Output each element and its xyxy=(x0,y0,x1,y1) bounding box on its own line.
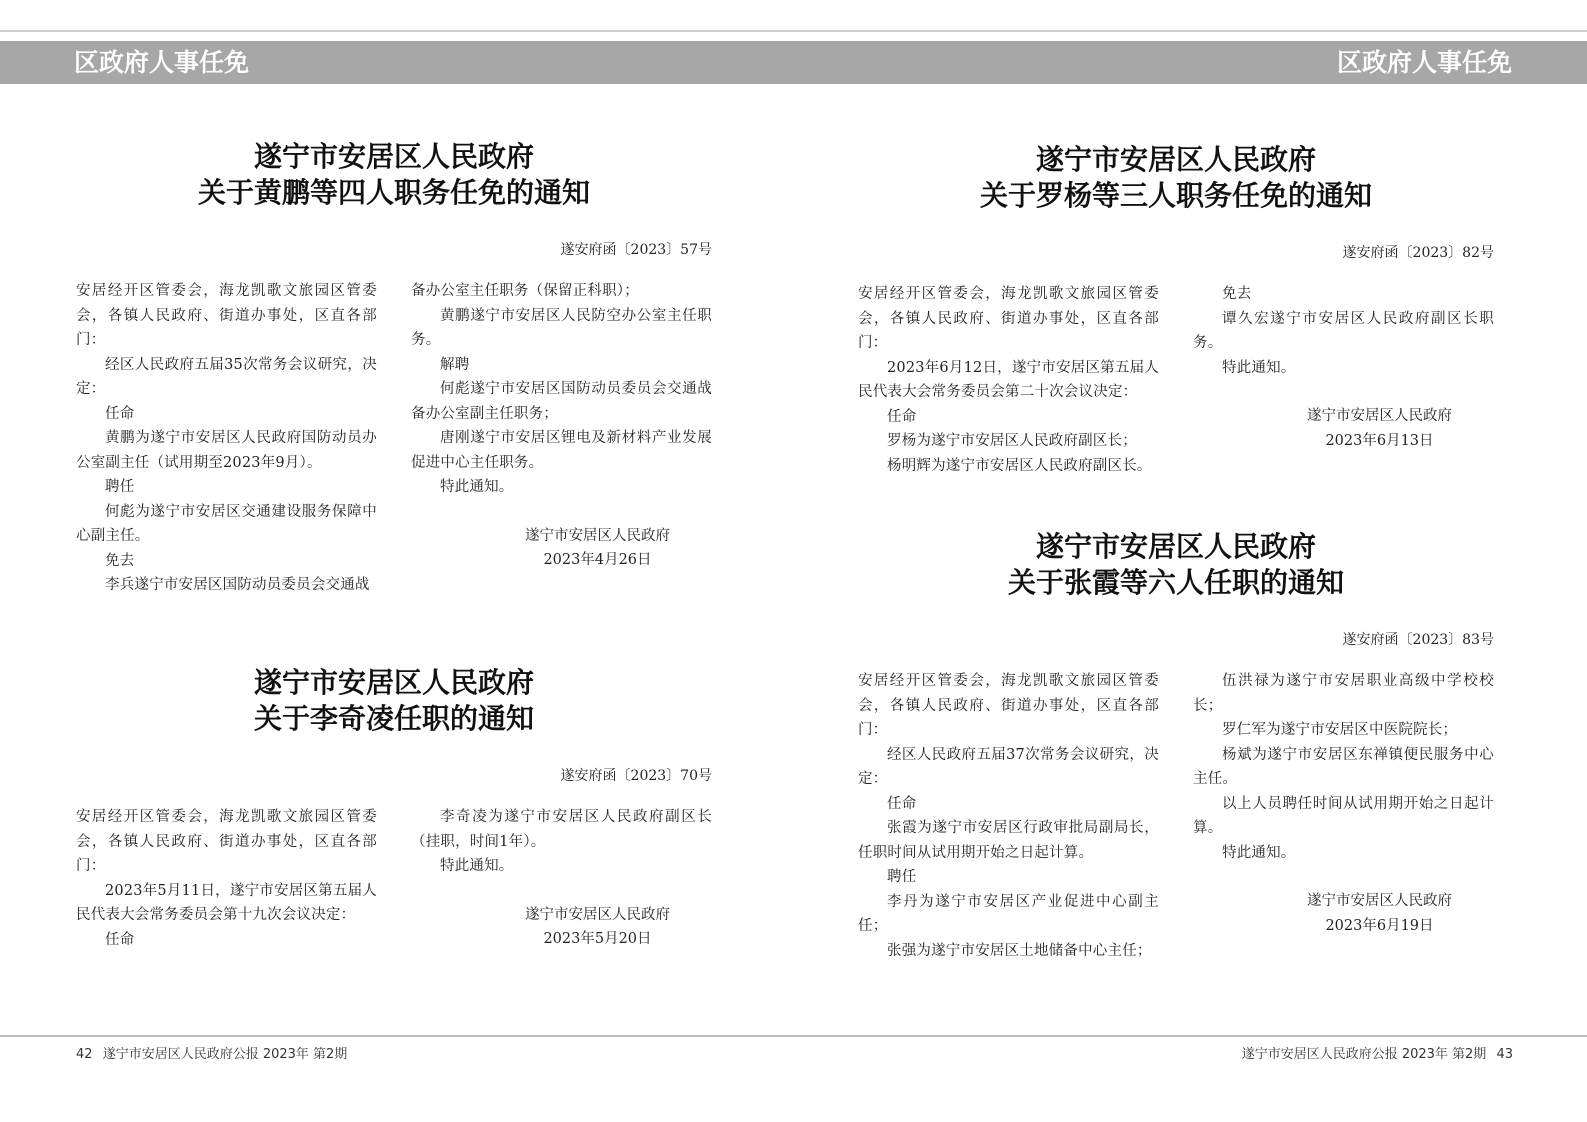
document-number: 遂安府函〔2023〕57号 xyxy=(560,242,712,258)
body-paragraph: 以上人员聘任时间从试用期开始之日起计算。 xyxy=(1193,795,1494,836)
body-paragraph: 黄鹏遂宁市安居区人民防空办公室主任职务。 xyxy=(411,307,712,348)
footer-right xyxy=(1236,1043,1513,1062)
notice-title-line1: 遂宁市安居区人民政府 xyxy=(253,666,534,699)
body-left-column xyxy=(858,669,1159,963)
notice-body xyxy=(858,282,1494,478)
document-number: 遂安府函〔2023〕70号 xyxy=(560,768,712,784)
body-paragraph: 免去 xyxy=(1222,286,1252,302)
addressee: 安居经开区管委会，海龙凯歌文旅园区管委会，各镇人民政府、街道办事处，区直各部门： xyxy=(76,283,377,348)
notice-title-line2: 关于黄鹏等四人职务任免的通知 xyxy=(197,176,590,209)
body-paragraph: 解聘 xyxy=(440,356,470,373)
notice-huangpeng xyxy=(76,139,712,598)
footer-publication-right: 遂宁市安居区人民政府公报 2023年 第2期 xyxy=(1241,1047,1487,1062)
signature-date: 2023年4月26日 xyxy=(543,552,652,568)
body-paragraph: 特此通知。 xyxy=(1222,359,1296,376)
signature-date: 2023年6月19日 xyxy=(1325,917,1434,934)
signature-block xyxy=(483,903,712,952)
notice-body xyxy=(76,279,712,598)
signature-org: 遂宁市安居区人民政府 xyxy=(525,527,670,544)
body-paragraph: 任命 xyxy=(105,931,135,948)
notice-title-line2: 关于罗杨等三人职务任免的通知 xyxy=(979,179,1372,212)
addressee: 安居经开区管委会，海龙凯歌文旅园区管委会，各镇人民政府、街道办事处，区直各部门： xyxy=(76,809,377,874)
body-paragraph: 李兵遂宁市安居区国防动员委员会交通战 xyxy=(105,577,370,593)
signature-date: 2023年5月20日 xyxy=(543,931,652,947)
signature-org: 遂宁市安居区人民政府 xyxy=(1307,893,1452,909)
footer-left xyxy=(76,1043,353,1062)
body-paragraph: 2023年6月12日，遂宁市安居区第五届人民代表大会常务委员会第二十次会议决定： xyxy=(858,359,1159,400)
addressee: 安居经开区管委会，海龙凯歌文旅园区管委会，各镇人民政府、街道办事处，区直各部门： xyxy=(858,286,1159,351)
notice-body xyxy=(858,669,1494,963)
addressee: 安居经开区管委会，海龙凯歌文旅园区管委会，各镇人民政府、街道办事处，区直各部门： xyxy=(858,673,1159,738)
body-paragraph: 黄鹏为遂宁市安居区人民政府国防动员办公室副主任（试用期至2023年9月）。 xyxy=(76,430,377,471)
body-left-column xyxy=(76,279,377,598)
body-right-column xyxy=(411,279,712,598)
body-paragraph: 任命 xyxy=(887,795,917,812)
body-paragraph: 罗杨为遂宁市安居区人民政府副区长； xyxy=(887,433,1137,449)
signature-org: 遂宁市安居区人民政府 xyxy=(1307,408,1452,424)
body-paragraph: 张霞为遂宁市安居区行政审批局副局长，任职时间从试用期开始之日起计算。 xyxy=(858,820,1159,861)
body-paragraph: 免去 xyxy=(105,552,135,569)
body-paragraph: 杨明辉为遂宁市安居区人民政府副区长。 xyxy=(887,457,1152,474)
notice-zhangxia xyxy=(858,529,1494,963)
body-left-column xyxy=(76,805,377,952)
notice-body xyxy=(76,805,712,952)
body-paragraph: 何彪遂宁市安居区国防动员委员会交通战备办公室副主任职务； xyxy=(411,381,712,422)
body-left-column xyxy=(858,282,1159,478)
body-paragraph: 任命 xyxy=(887,408,917,425)
body-paragraph: 特此通知。 xyxy=(440,858,514,874)
document-number: 遂安府函〔2023〕82号 xyxy=(1342,245,1494,261)
notice-title-line2: 关于李奇凌任职的通知 xyxy=(253,702,534,735)
body-paragraph: 特此通知。 xyxy=(440,479,514,495)
notice-title-line1: 遂宁市安居区人民政府 xyxy=(253,140,534,173)
body-paragraph: 张强为遂宁市安居区土地储备中心主任； xyxy=(887,942,1152,959)
notice-title-line2: 关于张霞等六人任职的通知 xyxy=(1007,566,1344,599)
body-paragraph: 谭久宏遂宁市安居区人民政府副区长职务。 xyxy=(1193,310,1494,351)
footer-publication-left: 遂宁市安居区人民政府公报 2023年 第2期 xyxy=(102,1047,348,1062)
notice-luoyang xyxy=(858,142,1494,478)
body-paragraph: 李奇凌为遂宁市安居区人民政府副区长（挂职，时间1年）。 xyxy=(411,809,712,850)
body-paragraph: 伍洪禄为遂宁市安居职业高级中学校校长； xyxy=(1193,673,1494,714)
notice-title-line1: 遂宁市安居区人民政府 xyxy=(1035,143,1316,176)
body-paragraph: 罗仁军为遂宁市安居区中医院院长； xyxy=(1222,722,1458,738)
header-title-left: 区政府人事任免 xyxy=(74,48,250,77)
body-paragraph: 何彪为遂宁市安居区交通建设服务保障中心副主任。 xyxy=(76,503,377,544)
signature-date: 2023年6月13日 xyxy=(1325,432,1434,449)
body-paragraph: 聘任 xyxy=(105,479,135,495)
document-number: 遂安府函〔2023〕83号 xyxy=(1342,632,1494,648)
body-paragraph: 2023年5月11日，遂宁市安居区第五届人民代表大会常务委员会第十九次会议决定： xyxy=(76,882,377,923)
signature-block xyxy=(1265,404,1494,453)
page-number-right: 43 xyxy=(1496,1047,1513,1062)
notice-liqiling xyxy=(76,665,712,952)
body-paragraph: 聘任 xyxy=(887,869,917,885)
header-title-right: 区政府人事任免 xyxy=(1336,48,1512,77)
page-number-left: 42 xyxy=(76,1047,93,1062)
body-right-column xyxy=(1193,282,1494,478)
body-paragraph: 杨斌为遂宁市安居区东禅镇便民服务中心主任。 xyxy=(1193,746,1494,787)
body-right-column xyxy=(1193,669,1494,963)
body-paragraph: 特此通知。 xyxy=(1222,844,1296,861)
bottom-rule xyxy=(0,1035,1587,1037)
body-paragraph: 李丹为遂宁市安居区产业促进中心副主任； xyxy=(858,893,1159,934)
body-paragraph: 唐刚遂宁市安居区锂电及新材料产业发展促进中心主任职务。 xyxy=(411,430,712,471)
body-paragraph: 任命 xyxy=(105,405,135,422)
top-rule xyxy=(0,30,1587,32)
signature-org: 遂宁市安居区人民政府 xyxy=(525,906,670,923)
body-paragraph: 经区人民政府五届35次常务会议研究，决定： xyxy=(76,356,377,397)
body-right-column xyxy=(411,805,712,952)
body-paragraph: 经区人民政府五届37次常务会议研究，决定： xyxy=(858,746,1159,787)
body-paragraph: 备办公室主任职务（保留正科职）； xyxy=(411,283,639,299)
signature-block xyxy=(483,524,712,573)
notice-title-line1: 遂宁市安居区人民政府 xyxy=(1035,530,1316,563)
signature-block xyxy=(1265,889,1494,938)
